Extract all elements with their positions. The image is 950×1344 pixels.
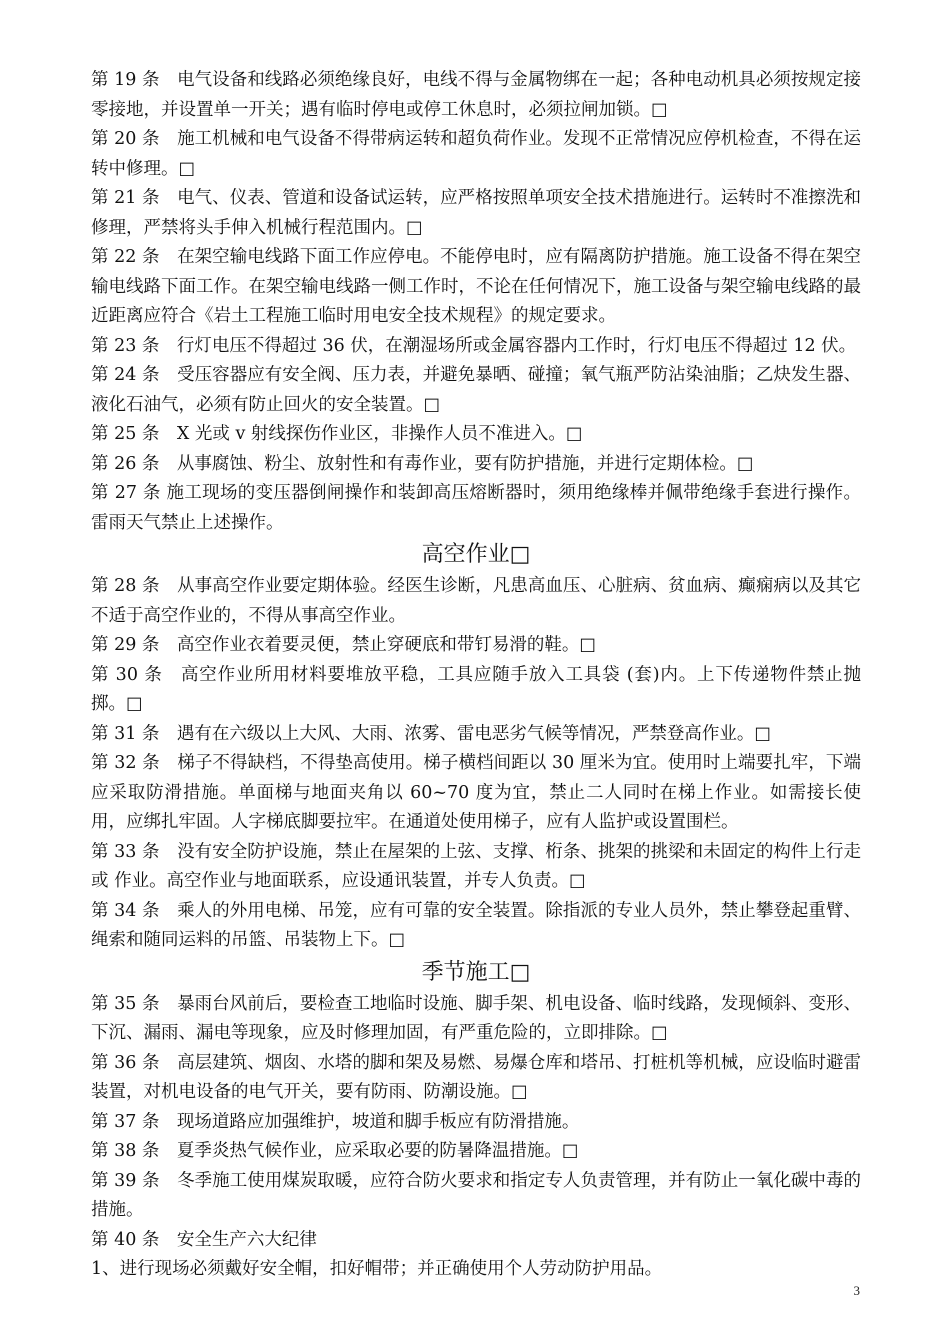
- article-33: 第 33 条 没有安全防护设施，禁止在屋架的上弦、支撑、桁条、挑架的挑梁和未固定的构件上行走或 作业。高空作业与地面联系，应设通讯装置，并专人负责。□: [91, 841, 861, 891]
- article-19: 第 19 条 电气设备和线路必须绝缘良好，电线不得与金属物绑在一起；各种电动机具必须按规定接零接地，并设置单一开关；遇有临时停电或停工休息时，必须拉闸加锁。□: [91, 70, 861, 120]
- article-30: 第 30 条 高空作业所用材料要堆放平稳，工具应随手放入工具袋 (套)内。上下传递物件禁止抛掷。□: [91, 664, 861, 714]
- section-heading-high-altitude: 高空作业□: [421, 542, 531, 567]
- article-22: 第 22 条 在架空输电线路下面工作应停电。不能停电时，应有隔离防护措施。施工设备不得在架空输电线路下面工作。在架空输电线路一侧工作时，不论在任何情况下，施工设备与架空输电线路的最近距离应符合《岩土工程施工临时用电安全技术规程》的规定要求。: [91, 247, 861, 326]
- article-21: 第 21 条 电气、仪表、管道和设备试运转，应严格按照单项安全技术措施进行。运转时不准擦洗和修理，严禁将头手伸入机械行程范围内。□: [91, 188, 861, 238]
- section-heading-seasonal: 季节施工□: [421, 959, 531, 985]
- discipline-item-1: 1、进行现场必须戴好安全帽，扣好帽带；并正确使用个人劳动防护用品。: [91, 1259, 663, 1279]
- article-40: 第 40 条 安全生产六大纪律: [91, 1229, 317, 1250]
- article-36: 第 36 条 高层建筑、烟囱、水塔的脚和架及易燃、易爆仓库和塔吊、打桩机等机械，应设临时避雷装置，对机电设备的电气开关，要有防雨、防潮设施。□: [91, 1052, 861, 1102]
- article-23: 第 23 条 行灯电压不得超过 36 伏，在潮湿场所或金属容器内工作时，行灯电压不得超过 12 伏。: [91, 335, 857, 356]
- article-39: 第 39 条 冬季施工使用煤炭取暖，应符合防火要求和指定专人负责管理，并有防止一氧化碳中毒的措施。: [91, 1170, 861, 1220]
- article-27: 第 27 条 施工现场的变压器倒闸操作和装卸高压熔断器时，须用绝缘棒并佩带绝缘手套进行操作。雷雨天气禁止上述操作。: [91, 483, 862, 533]
- article-31: 第 31 条 遇有在六级以上大风、大雨、浓雾、雷电恶劣气候等情况，严禁登高作业。□: [91, 723, 771, 744]
- article-29: 第 29 条 高空作业衣着要灵便，禁止穿硬底和带钉易滑的鞋。□: [91, 635, 596, 655]
- article-32: 第 32 条 梯子不得缺档，不得垫高使用。梯子横档间距以 30 厘米为宜。使用时上端要扎牢，下端应采取防滑措施。单面梯与地面夹角以 60~70 度为宜，禁止二人同时在梯上作业。如需接长使用，应绑扎牢固。人字梯底脚要拉牢。在通道处使用梯子，应有人监护或设置围栏。: [91, 753, 861, 832]
- article-28: 第 28 条 从事高空作业要定期体验。经医生诊断，凡患高血压、心脏病、贫血病、癫痫病以及其它不适于高空作业的，不得从事高空作业。: [91, 576, 861, 626]
- article-26: 第 26 条 从事腐蚀、粉尘、放射性和有毒作业，要有防护措施，并进行定期体检。□: [91, 453, 754, 474]
- article-37: 第 37 条 现场道路应加强维护，坡道和脚手板应有防滑措施。: [91, 1111, 580, 1132]
- article-35: 第 35 条 暴雨台风前后，要检查工地临时设施、脚手架、机电设备、临时线路，发现倾斜、变形、下沉、漏雨、漏电等现象，应及时修理加固，有严重危险的，立即排除。□: [91, 993, 861, 1043]
- article-34: 第 34 条 乘人的外用电梯、吊笼，应有可靠的安全装置。除指派的专业人员外，禁止攀登起重臂、绳索和随同运料的吊篮、吊装物上下。□: [91, 900, 861, 950]
- article-24: 第 24 条 受压容器应有安全阀、压力表，并避免暴晒、碰撞；氧气瓶严防沾染油脂；乙炔发生器、液化石油气，必须有防止回火的安全装置。□: [91, 365, 861, 415]
- article-25: 第 25 条 X 光或 v 射线探伤作业区，非操作人员不准进入。□: [91, 424, 583, 444]
- article-20: 第 20 条 施工机械和电气设备不得带病运转和超负荷作业。发现不正常情况应停机检查，不得在运转中修理。□: [91, 129, 861, 179]
- document-body: [91, 66, 861, 1285]
- article-38: 第 38 条 夏季炎热气候作业，应采取必要的防暑降温措施。□: [91, 1141, 579, 1161]
- page-number: 3: [853, 1283, 860, 1298]
